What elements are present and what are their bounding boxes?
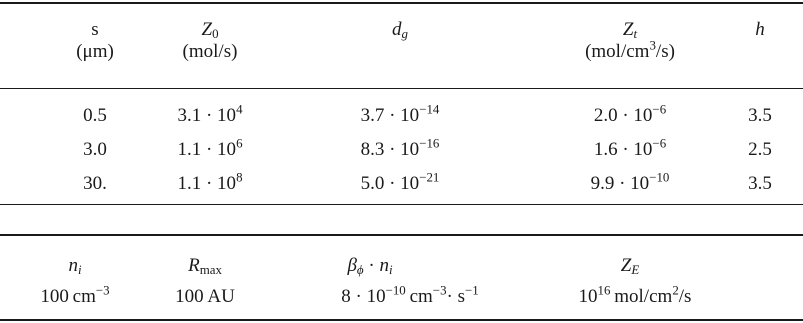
- header-zt-unit: $(mol/cm^3/s)$: [585, 37, 675, 62]
- header-s-unit: (μm): [76, 41, 114, 62]
- table-row-1-z0: $1.1 \cdot 10^6$: [177, 135, 243, 160]
- header-zt: [560, 19, 700, 63]
- value-rmax: 100 AU: [175, 286, 235, 307]
- header-zt-sub: t: [633, 26, 638, 42]
- table1-header-rule: [0, 88, 803, 89]
- table-row-1-s: 3.0: [83, 139, 107, 160]
- table-row-2-zt: $9.9 \cdot 10^{-10}$: [590, 169, 670, 194]
- header-rmax: $R_{max}$: [188, 255, 222, 278]
- table-row-0-s: 0.5: [83, 105, 107, 126]
- table1-bottom-rule: [0, 204, 803, 205]
- header-h: [730, 19, 790, 41]
- table-row-2-dg: $5.0 \cdot 10^{-21}$: [360, 169, 440, 194]
- table2-top-rule: [0, 234, 803, 236]
- table-row-0-zt: $2.0 \cdot 10^{-6}$: [593, 101, 667, 126]
- table-row-2-s: 30.: [83, 173, 107, 194]
- header-dg-symbol: d: [392, 19, 402, 40]
- table-row-1-zt: $1.6 \cdot 10^{-6}$: [593, 135, 667, 160]
- table-row-0-z0: $3.1 \cdot 10^4$: [177, 101, 243, 126]
- table-row-1-h: 2.5: [748, 139, 772, 160]
- header-ni: $n_i$: [68, 255, 82, 278]
- header-s-symbol: s: [91, 19, 99, 40]
- header-beta-ni: $\beta_\phi \cdot n_i$: [347, 255, 393, 278]
- table1-top-rule: [0, 2, 803, 4]
- header-h-symbol: h: [755, 19, 765, 40]
- table-row-0-h: 3.5: [748, 105, 772, 126]
- table2-bottom-rule: [0, 319, 803, 321]
- header-ze: $Z_E$: [620, 255, 640, 278]
- header-z0: [160, 19, 260, 63]
- table-row-2-h: 3.5: [748, 173, 772, 194]
- table-row-1-dg: $8.3 \cdot 10^{-16}$: [360, 135, 440, 160]
- header-z0-sub: 0: [212, 26, 219, 42]
- table-row-2-z0: $1.1 \cdot 10^8$: [177, 169, 243, 194]
- header-z0-unit: (mol/s): [182, 41, 238, 62]
- value-ze: $10^{16}$ mol/$cm^2/s$: [578, 282, 692, 307]
- header-zt-symbol: Z: [622, 19, 634, 40]
- header-s: [45, 19, 145, 63]
- header-dg: [330, 19, 470, 41]
- header-dg-sub: g: [401, 26, 408, 42]
- header-z0-symbol: Z: [201, 19, 213, 40]
- value-beta-ni: $8 \cdot 10^{-10}$ $cm^{-3}\cdot s^{-1}$: [341, 282, 479, 307]
- value-ni: 100 $cm^{-3}$: [40, 282, 110, 307]
- table-row-0-dg: $3.7 \cdot 10^{-14}$: [360, 101, 440, 126]
